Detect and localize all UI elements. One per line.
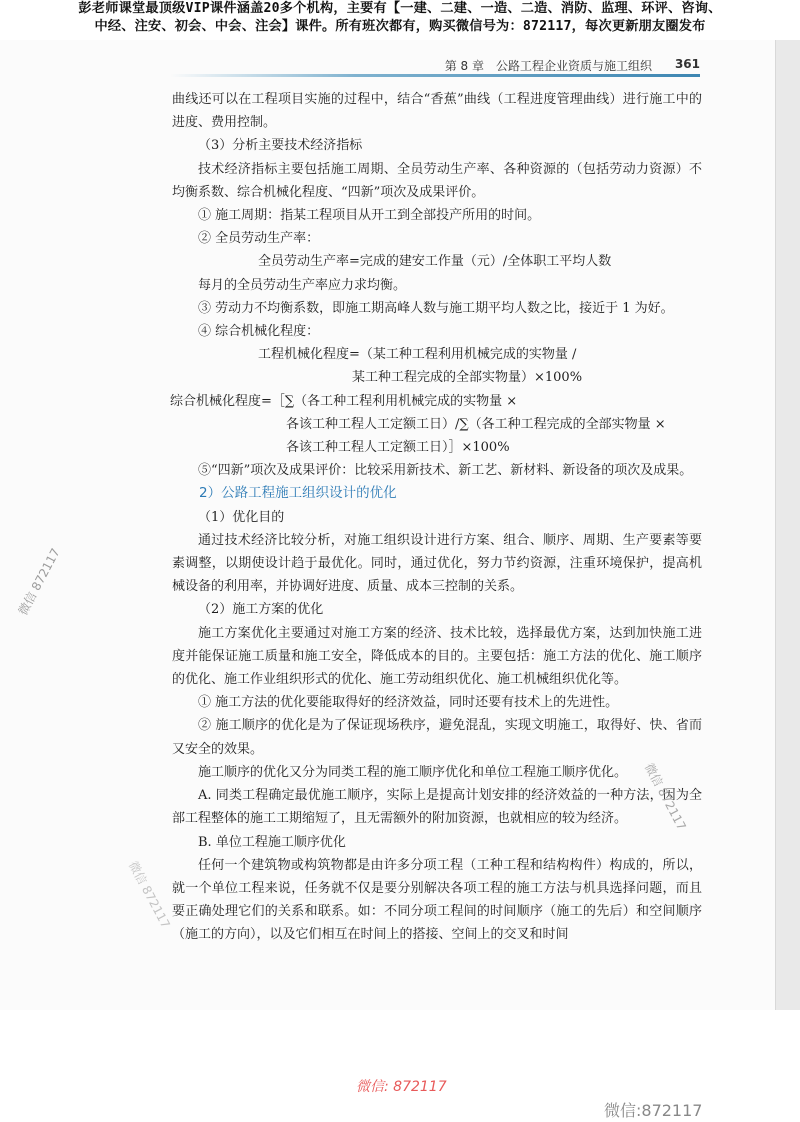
subheading-purpose: （1）优化目的: [198, 509, 285, 525]
section-heading-optimization: 2）公路工程施工组织设计的优化: [199, 485, 397, 502]
formula-composite-line-2: 各该工种工程人工定额工日）/∑（各工种工程完成的全部实物量 ×: [286, 416, 666, 432]
watermark-gray: 微信:872117: [604, 1101, 703, 1120]
watermark-middle: 微信 872117: [125, 858, 173, 931]
formula-composite-line-3: 各该工种工程人工定额工日）］×100%: [286, 440, 510, 456]
watermark-right: 微信 872117: [641, 760, 689, 833]
paragraph-monthly-balance: 每月的全员劳动生产率应力求均衡。: [198, 277, 407, 293]
chapter-title: 第 8 章 公路工程企业资质与施工组织: [444, 59, 652, 73]
watermark-left: 微信 872117: [15, 545, 63, 618]
subheading-plan-optimization: （2）施工方案的优化: [198, 602, 324, 618]
watermark-red: 微信: 872117: [356, 1079, 447, 1095]
banner-line-2: 中经、注安、初会、中会、注会】课件。所有班次都有，购买微信号为：872117，每次更新朋友圈发布: [94, 19, 706, 34]
paragraph-purpose: 通过技术经济比较分析，对施工组织设计进行方案、组合、顺序、周期、生产要素等要素调整，以期使设计趋于最优化。同时，通过优化，努力节约资源，注重环境保护，提高机械设备的利用率，并协调好进度、质量、成本三控制的关系。: [172, 532, 702, 595]
item-four-new: ⑤“四新”项次及成果评价：比较采用新技术、新工艺、新材料、新设备的项次及成果。: [198, 463, 693, 479]
paragraph-similar-works: A. 同类工程确定最优施工顺序，实际上是提高计划安排的经济效益的一种方法，因为全部工程整体的施工工期缩短了，且无需额外的附加资源，也就相应的较为经济。: [172, 788, 702, 827]
subheading-indicators: （3）分析主要技术经济指标: [198, 138, 363, 154]
formula-mechanization-line-1: 工程机械化程度=（某工种工程利用机械完成的实物量 /: [258, 347, 577, 363]
formula-composite-line-1: 综合机械化程度=［∑（各工种工程利用机械完成的实物量 ×: [170, 393, 518, 409]
item-labor-imbalance: ③ 劳动力不均衡系数，即施工期高峰人数与施工期平均人数之比，接近于 1 为好。: [198, 300, 674, 316]
header-rule: [170, 74, 700, 77]
item-method-optimization: ① 施工方法的优化要能取得好的经济效益，同时还要有技术上的先进性。: [198, 695, 619, 711]
formula-mechanization-line-2: 某工种工程完成的全部实物量）×100%: [352, 370, 583, 386]
formula-labor-productivity: 全员劳动生产率=完成的建安工作量（元）/全体职工平均人数: [258, 254, 612, 270]
item-mechanization: ④ 综合机械化程度：: [198, 324, 320, 340]
item-construction-period: ① 施工周期：指某工程项目从开工到全部投产所用的时间。: [198, 208, 541, 224]
page-number: 361: [674, 57, 700, 71]
paragraph-sequence-types: 施工顺序的优化又分为同类工程的施工顺序优化和单位工程施工顺序优化。: [198, 764, 628, 780]
banner-line-1: 彭老师课堂最顶级VIP课件涵盖20多个机构，主要有【一建、二建、一造、二造、消防、监理、环评、咨询、: [78, 1, 722, 16]
paragraph-plan-optimization: 施工方案优化主要通过对施工方案的经济、技术比较，选择最优方案，达到加快施工进度并能保证施工质量和施工安全，降低成本的目的。主要包括：施工方法的优化、施工顺序的优化、施工作业组织形式的优化、施工劳动组织优化、施工机械组织优化等。: [172, 625, 702, 688]
paragraph-unit-works-heading: B. 单位工程施工顺序优化: [198, 834, 346, 850]
scan-margin-strip: [776, 40, 800, 1010]
paragraph-unit-works: 任何一个建筑物或构筑物都是由许多分项工程（工种工程和结构构件）构成的，所以，就一个单位工程来说，任务就不仅是要分别解决各项工程的施工方法与机具选择问题，而且要正确处理它们的关系和联系。如：不同分项工程间的时间顺序（施工的先后）和空间顺序（施工的方向），以及它们相互在时间上的搭接、空间上的交叉和时间: [172, 857, 702, 943]
item-sequence-optimization: ② 施工顺序的优化是为了保证现场秩序，避免混乱，实现文明施工，取得好、快、省而又安全的效果。: [172, 718, 702, 757]
paragraph-banana-curve: 曲线还可以在工程项目实施的过程中，结合“香蕉”曲线（工程进度管理曲线）进行施工中的进度、费用控制。: [172, 92, 702, 131]
promo-banner: [0, 0, 800, 40]
paragraph-indicators: 技术经济指标主要包括施工周期、全员劳动生产率、各种资源的（包括劳动力资源）不均衡系数、综合机械化程度、“四新”项次及成果评价。: [172, 161, 702, 200]
item-labor-productivity: ② 全员劳动生产率：: [198, 231, 320, 247]
page-body: [172, 88, 702, 947]
